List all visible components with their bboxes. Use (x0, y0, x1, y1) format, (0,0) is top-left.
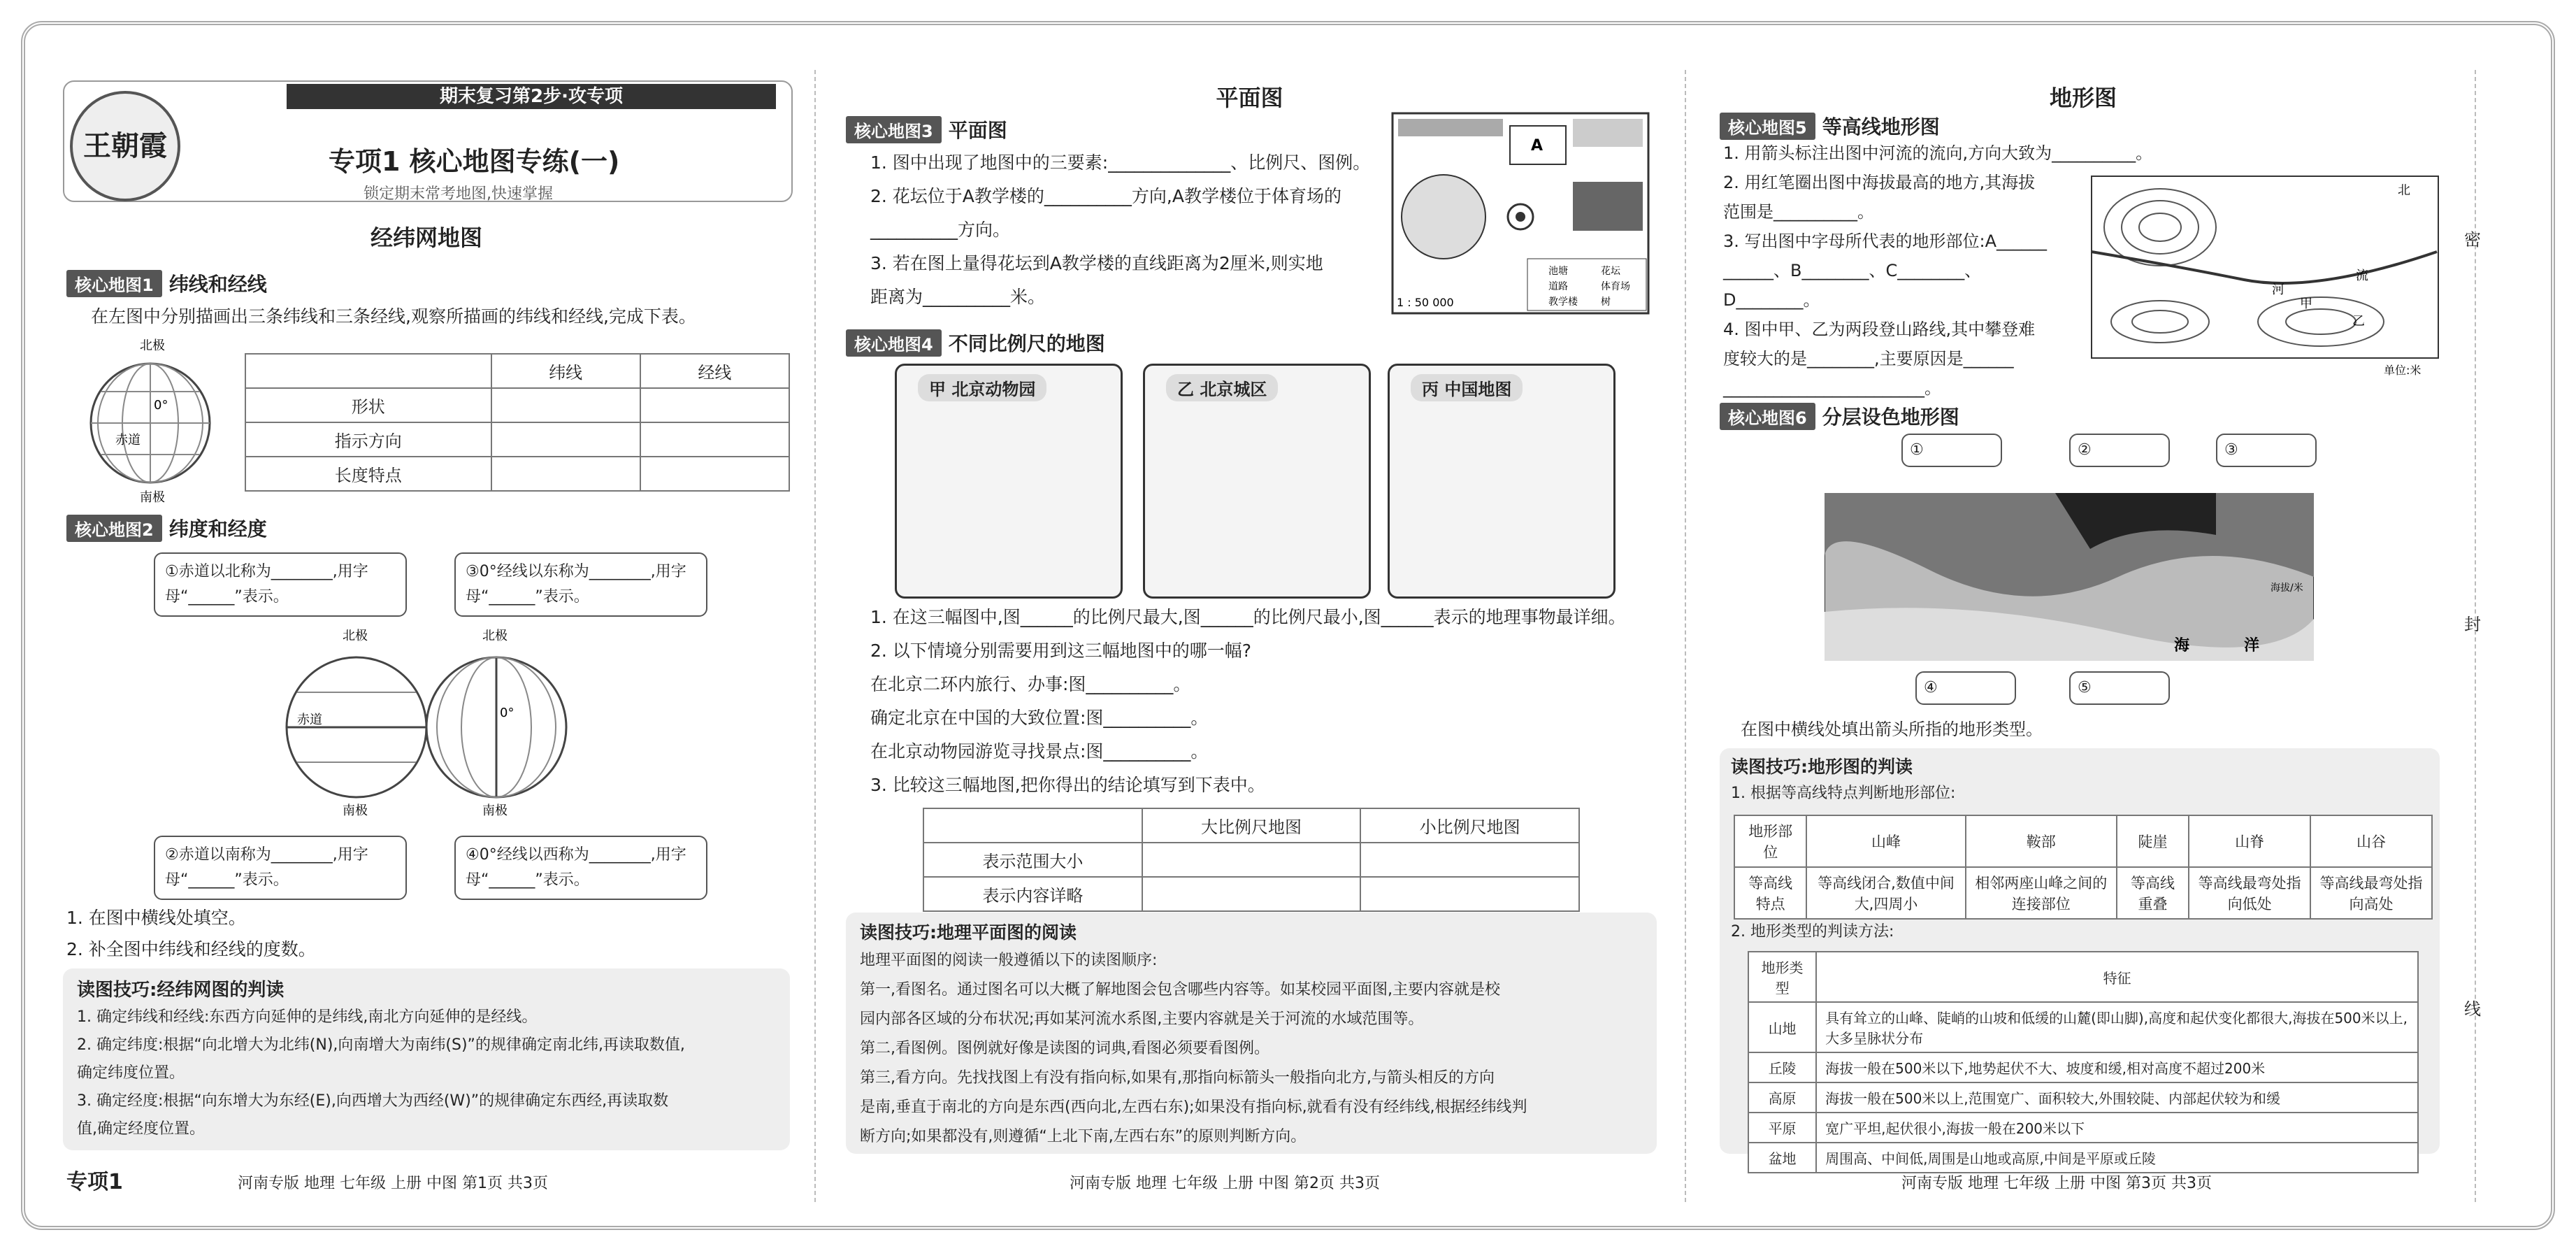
table-header: 地形类型 (1748, 952, 1816, 1002)
tips-line: 2. 确定纬度:根据“向北增大为北纬(N),向南增大为南纬(S)”的规律确定南北纬,再读取数值, (77, 1036, 685, 1054)
table-cell: 海拔一般在500米以下,地势起伏不大、坡度和缓,相对高度不超过200米 (1816, 1052, 2418, 1082)
tips-heading: 读图技巧:经纬网图的判读 (77, 980, 285, 1001)
table-cell: 等高线重叠 (2117, 867, 2189, 919)
table-cell: 宽广平坦,起伏很小,海拔一般在200米以下 (1816, 1113, 2418, 1143)
footer-info: 河南专版 地理 七年级 上册 中图 第1页 共3页 (238, 1175, 548, 1192)
table-header: 纬线 (491, 354, 640, 388)
tips-line: 第一,看图名。通过图名可以大概了解地图会包含哪些内容等。如某校园平面图,主要内容就是校 (860, 981, 1500, 999)
intro-text: 在左图中分别描画出三条纬线和三条经线,观察所描画的纬线和经线,完成下表。 (91, 306, 696, 327)
logo: 王朝霞 (70, 91, 180, 201)
scale-table (923, 808, 1580, 912)
legend-title: 海拔/米 (2271, 582, 2303, 594)
blank-box[interactable]: ③ (2216, 434, 2317, 467)
section-heading: 地形图 (2049, 85, 2117, 111)
table-header: 山峰 (1806, 815, 1965, 867)
question: 2. 补全图中纬线和经线的度数。 (66, 939, 316, 959)
seal-char: 密 (2464, 230, 2481, 250)
table-header: 山谷 (2310, 815, 2432, 867)
footer-tag: 专项1 (66, 1170, 123, 1194)
zero-label: 0° (154, 398, 168, 413)
latlon-globes (266, 615, 587, 853)
map-title: 甲 北京动物园 (918, 374, 1046, 401)
tag-label: 核心地图6 (1720, 403, 1815, 430)
zero-label: 0° (500, 706, 515, 720)
question: 1. 用箭头标注出图中河流的流向,方向大致为__________。 (1723, 143, 2153, 163)
table-cell: 等高线最弯处指向低处 (2189, 867, 2310, 919)
south-pole-label: 南极 (482, 803, 508, 818)
table-cell: 等高线最弯处指向高处 (2310, 867, 2432, 919)
seal-char: 线 (2464, 999, 2481, 1019)
table-row-label: 指示方向 (245, 422, 491, 457)
table-cell: 平原 (1748, 1113, 1816, 1143)
table-cell: 海拔一般在500米以上,范围宽广、面积较大,外围较陡、内部起伏较为和缓 (1816, 1082, 2418, 1113)
landform-type-table (1748, 951, 2419, 1173)
route-label: 甲 (2300, 296, 2312, 311)
map-zoo (895, 364, 1123, 599)
table-cell: 山地 (1748, 1002, 1816, 1052)
south-pole-label: 南极 (343, 803, 368, 818)
river-label: 河 (2272, 283, 2284, 297)
sea-label: 洋 (2244, 637, 2260, 655)
table-header: 陡崖 (2117, 815, 2189, 867)
tag-core-map-5 (1720, 112, 1940, 140)
blank-box[interactable]: ④ (1915, 671, 2016, 705)
footer-info: 河南专版 地理 七年级 上册 中图 第3页 共3页 (1901, 1175, 2212, 1192)
tag-text: 等高线地形图 (1822, 115, 1940, 138)
tag-core-map-1 (66, 269, 267, 297)
legend-item: 教学楼 (1548, 296, 1578, 308)
tag-core-map-4 (846, 329, 1105, 357)
tips-line: 确定纬度位置。 (77, 1064, 185, 1082)
table-cell: 盆地 (1748, 1143, 1816, 1173)
table-header: 山脊 (2189, 815, 2310, 867)
tips-line: 断方向;如果都没有,则遵循“上北下南,左西右东”的原则判断方向。 (860, 1128, 1307, 1145)
table-row-label: 表示范围大小 (923, 843, 1142, 877)
question: 2. 以下情境分别需要用到这三幅地图中的哪一幅? (870, 641, 1252, 661)
tips-heading: 读图技巧:地形图的判读 (1731, 757, 1913, 777)
map-china (1388, 364, 1616, 599)
tips-line: 1. 确定纬线和经线:东西方向延伸的是纬线,南北方向延伸的是经线。 (77, 1008, 538, 1026)
table-header: 特征 (1816, 952, 2418, 1002)
question: 1. 在这三幅图中,图______的比例尺最大,图______的比例尺最小,图______表示的地理事物最详细。 (870, 607, 1626, 627)
question: 4. 图中甲、乙为两段登山路线,其中攀登难 (1723, 320, 2036, 339)
tag-text: 纬线和经线 (168, 273, 267, 296)
tag-core-map-3 (846, 115, 1007, 143)
blank-box[interactable]: ① (1901, 434, 2002, 467)
table-row-label: 表示内容详略 (923, 877, 1142, 911)
table-row-label: 长度特点 (245, 457, 491, 491)
question: 3. 比较这三幅地图,把你得出的结论填写到下表中。 (870, 775, 1265, 795)
tag-text: 纬度和经度 (168, 517, 267, 541)
question: 在北京动物园游览寻找景点:图__________。 (870, 741, 1209, 762)
table-cell: 等高线特点 (1734, 867, 1806, 919)
table-cell: 等高线闭合,数值中间大,四周小 (1806, 867, 1965, 919)
tips-heading: 读图技巧:地理平面图的阅读 (860, 922, 1077, 943)
north-label: 北 (2398, 183, 2410, 198)
globe-diagram (84, 336, 224, 503)
question: 3. 写出图中字母所代表的地形部位:A______ (1723, 231, 2048, 251)
table-cell: 相邻两座山峰之间的连接部位 (1966, 867, 2117, 919)
section-heading: 平面图 (1216, 85, 1283, 111)
page-title: 专项1 核心地图专练(一) (329, 146, 620, 177)
tag-core-map-2 (66, 514, 267, 542)
tips-line: 1. 根据等高线特点判断地形部位: (1731, 785, 1956, 802)
table-header: 经线 (640, 354, 789, 388)
table-cell: 具有耸立的山峰、陡峭的山坡和低缓的山麓(即山脚),高度和起伏变化都很大,海拔在500米以上,大多呈脉状分布 (1816, 1002, 2418, 1052)
tips-line: 园内部各区域的分布状况;再如某河流水系图,主要内容就是关于河流的水域范围等。 (860, 1010, 1424, 1028)
question-box-1: ①赤道以北称为________,用字母“______”表示。 (154, 552, 407, 617)
question: 距离为__________米。 (870, 287, 1046, 307)
north-pole-label: 北极 (140, 338, 165, 353)
unit-label: 单位:米 (2384, 364, 2422, 377)
tag-core-map-6 (1720, 402, 1959, 430)
legend-item: 树 (1601, 296, 1611, 308)
tag-label: 核心地图5 (1720, 113, 1815, 140)
tips-line: 值,确定经度位置。 (77, 1120, 205, 1138)
question-box-3: ③0°经线以东称为________,用字母“______”表示。 (454, 552, 707, 617)
relief-map (1825, 493, 2314, 661)
route-label: 乙 (2352, 314, 2365, 329)
question-box-4: ④0°经线以西称为________,用字母“______”表示。 (454, 836, 707, 900)
legend-item: 花坛 (1601, 266, 1620, 277)
column-divider (1685, 70, 1686, 1202)
map-beijing (1143, 364, 1371, 599)
table-header: 小比例尺地图 (1360, 808, 1579, 843)
tag-label: 核心地图2 (66, 515, 162, 542)
table-row-label: 形状 (245, 388, 491, 422)
map-title: 乙 北京城区 (1166, 374, 1278, 401)
section-heading: 经纬网地图 (370, 224, 482, 251)
north-pole-label: 北极 (482, 629, 508, 643)
tips-line: 第二,看图例。图例就好像是读图的词典,看图必须要看图例。 (860, 1040, 1269, 1057)
latlon-table (245, 353, 790, 492)
seal-char: 封 (2464, 615, 2481, 634)
tag-label: 核心地图1 (66, 270, 162, 297)
blank-box[interactable]: ⑤ (2069, 671, 2170, 705)
question: __________方向。 (870, 220, 1011, 240)
sea-label: 海 (2174, 637, 2190, 655)
contour-map (2090, 175, 2440, 378)
tips-box-1 (63, 968, 790, 1150)
question: 在图中横线处填出箭头所指的地形类型。 (1741, 720, 2043, 739)
question: 在北京二环内旅行、办事:图__________。 (870, 674, 1191, 694)
question: D________。 (1723, 290, 1820, 310)
question: 2. 用红笔圈出图中海拔最高的地方,其海拔 (1723, 173, 2036, 192)
banner: 期末复习第2步·攻专项 (287, 84, 776, 109)
table-cell: 周围高、中间低,周围是山地或高原,中间是平原或丘陵 (1816, 1143, 2418, 1173)
question: 1. 在图中横线处填空。 (66, 908, 246, 928)
legend-item: 道路 (1548, 281, 1568, 292)
table-header: 鞍部 (1966, 815, 2117, 867)
school-plan-map (1391, 112, 1650, 315)
table-cell: 高原 (1748, 1082, 1816, 1113)
legend-item: 池塘 (1548, 266, 1568, 277)
question-box-2: ②赤道以南称为________,用字母“______”表示。 (154, 836, 407, 900)
table-header: 地形部位 (1734, 815, 1806, 867)
question: 确定北京在中国的大致位置:图__________。 (870, 708, 1209, 728)
map-scale: 1 : 50 000 (1397, 296, 1454, 309)
river-label: 流 (2356, 269, 2368, 283)
tips-line: 3. 确定经度:根据“向东增大为东经(E),向西增大为西经(W)”的规律确定东西经,再读取数 (77, 1092, 669, 1110)
question: 范围是__________。 (1723, 202, 1874, 222)
south-pole-label: 南极 (140, 490, 165, 503)
question: 2. 花坛位于A教学楼的__________方向,A教学楼位于体育场的 (870, 186, 1341, 206)
table-header (923, 808, 1142, 843)
tag-text: 平面图 (948, 119, 1007, 142)
page-subtitle: 锁定期末常考地图,快速掌握 (364, 185, 553, 203)
tips-box-2 (846, 913, 1657, 1154)
question: 3. 若在图上量得花坛到A教学楼的直线距离为2厘米,则实地 (870, 253, 1323, 273)
tips-box-3 (1720, 748, 2440, 1167)
landform-part-table (1734, 815, 2433, 920)
question: 度较大的是________,主要原因是______ (1723, 349, 2014, 369)
table-cell: 丘陵 (1748, 1052, 1816, 1082)
tag-text: 不同比例尺的地图 (948, 332, 1105, 355)
equator-label: 赤道 (297, 713, 322, 727)
svg-text:A: A (1531, 137, 1544, 155)
table-header: 大比例尺地图 (1142, 808, 1361, 843)
question: ______、B________、C________、 (1723, 261, 1982, 280)
tag-label: 核心地图4 (846, 329, 942, 357)
question: 1. 图中出现了地图中的三要素:______________、比例尺、图例。 (870, 152, 1371, 173)
tips-line: 2. 地形类型的判读方法: (1731, 923, 1894, 941)
tag-label: 核心地图3 (846, 116, 942, 143)
legend-item: 体育场 (1601, 281, 1630, 292)
table-header (245, 354, 491, 388)
tag-text: 分层设色地形图 (1822, 406, 1959, 429)
question: ________________________。 (1723, 378, 1941, 398)
north-pole-label: 北极 (343, 629, 368, 643)
tips-line: 第三,看方向。先找找图上有没有指向标,如果有,那指向标箭头一般指向北方,与箭头相反的方向 (860, 1069, 1495, 1087)
map-title: 丙 中国地图 (1411, 374, 1523, 401)
tips-line: 是南,垂直于南北的方向是东西(西向北,左西右东);如果没有指向标,就看有没有经纬线,根据经纬线判 (860, 1099, 1527, 1116)
column-divider (814, 70, 816, 1202)
equator-label: 赤道 (115, 433, 141, 448)
tips-line: 地理平面图的阅读一般遵循以下的读图顺序: (860, 952, 1158, 969)
footer-info: 河南专版 地理 七年级 上册 中图 第2页 共3页 (1070, 1175, 1380, 1192)
blank-box[interactable]: ② (2069, 434, 2170, 467)
